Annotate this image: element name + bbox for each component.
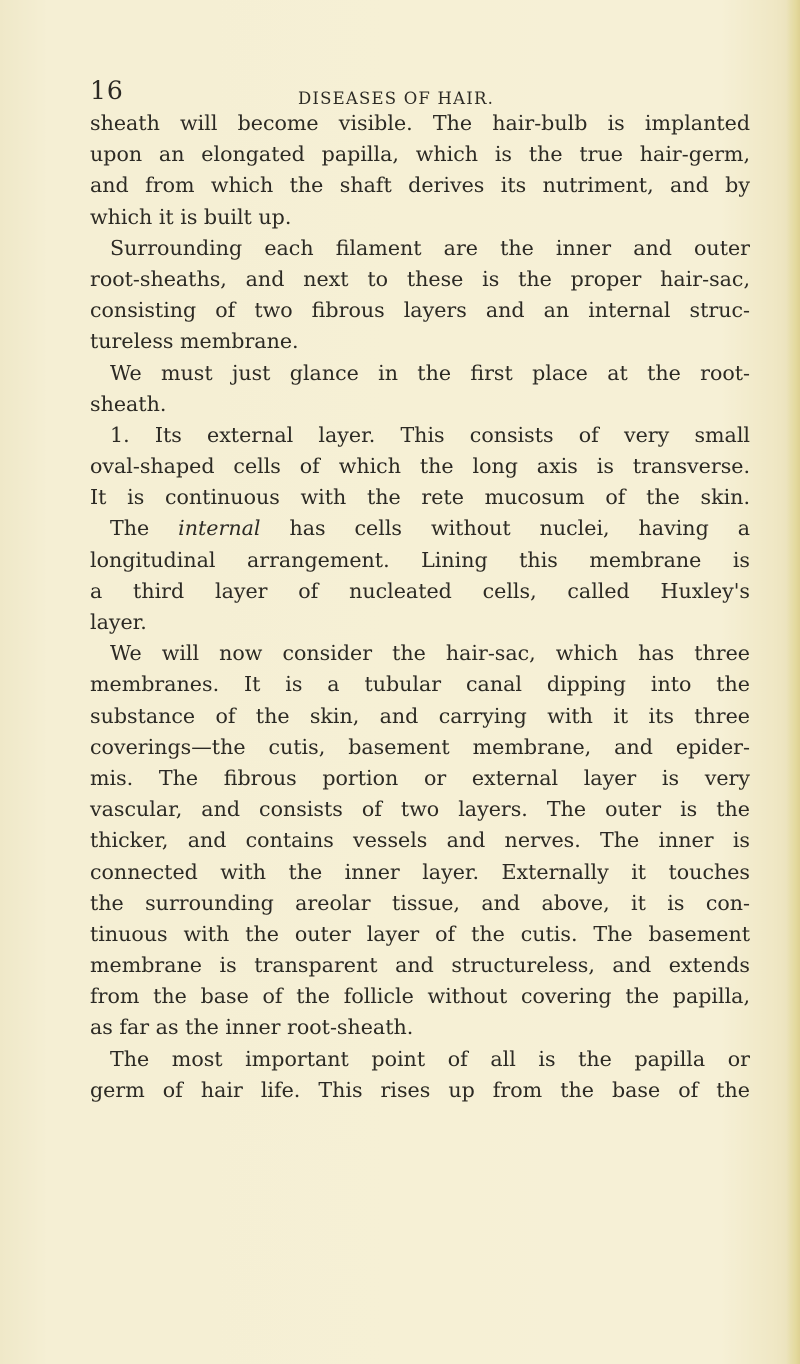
text-line: tureless membrane. xyxy=(90,329,299,354)
text-line: connected with the inner layer. Externally it touches xyxy=(90,859,750,884)
text-line: from the base of the follicle without covering the papilla, xyxy=(90,984,750,1009)
text-line: The most important point of all is the papilla or xyxy=(110,1046,750,1071)
text-line: the surrounding areolar tissue, and above, it is con- xyxy=(90,890,750,915)
running-title: DISEASES OF HAIR. xyxy=(298,89,495,108)
text-line: mis. The fibrous portion or external layer is very xyxy=(90,765,750,790)
text-line: upon an elongated papilla, which is the true hair-germ, xyxy=(90,142,750,167)
text-line: membrane is transparent and structureless, and extends xyxy=(90,953,750,978)
text-line: and from which the shaft derives its nutriment, and by xyxy=(90,173,750,198)
text-line: vascular, and consists of two layers. The outer is the xyxy=(90,797,750,822)
text-line: which it is built up. xyxy=(90,204,292,229)
text-line: 1. Its external layer. This consists of very small xyxy=(110,422,750,447)
italic-term: internal xyxy=(178,516,261,541)
text-line: It is continuous with the rete mucosum of the skin. xyxy=(90,485,750,510)
text-line: thicker, and contains vessels and nerves. The inner is xyxy=(90,828,750,853)
text-line: layer. xyxy=(90,610,147,634)
text-line: germ of hair life. This rises up from the base of the xyxy=(90,1077,750,1102)
text-line: sheath will become visible. The hair-bulb is implanted xyxy=(90,111,750,135)
text-line: consisting of two fibrous layers and an internal struc- xyxy=(90,298,750,323)
text-line: membranes. It is a tubular canal dipping into the xyxy=(90,672,750,697)
page-edge-shadow xyxy=(786,0,800,1364)
text-line: root-sheaths, and next to these is the proper hair-sac, xyxy=(90,266,750,291)
text-line: longitudinal arrangement. Lining this membrane is xyxy=(90,547,750,572)
text-line: tinuous with the outer layer of the cutis. The basement xyxy=(90,921,750,946)
text-line: substance of the skin, and carrying with it its three xyxy=(90,703,750,728)
text-line: a third layer of nucleated cells, called Huxley's xyxy=(90,578,750,603)
text-line: sheath. xyxy=(90,391,167,416)
text-line: oval-shaped cells of which the long axis is transverse. xyxy=(90,454,750,479)
page-number: 16 xyxy=(90,76,124,105)
text-line: as far as the inner root-sheath. xyxy=(90,1015,414,1040)
text-line: coverings—the cutis, basement membrane, and epider- xyxy=(90,734,750,759)
text-run: The xyxy=(110,516,179,541)
body-text xyxy=(90,108,750,1106)
text-line xyxy=(90,513,750,544)
text-line: We must just glance in the first place at the root- xyxy=(110,360,750,385)
text-line: We will now consider the hair-sac, which has three xyxy=(110,641,750,666)
text-run: has cells without nuclei, having a xyxy=(260,516,751,541)
text-line: Surrounding each filament are the inner and outer xyxy=(110,235,750,260)
